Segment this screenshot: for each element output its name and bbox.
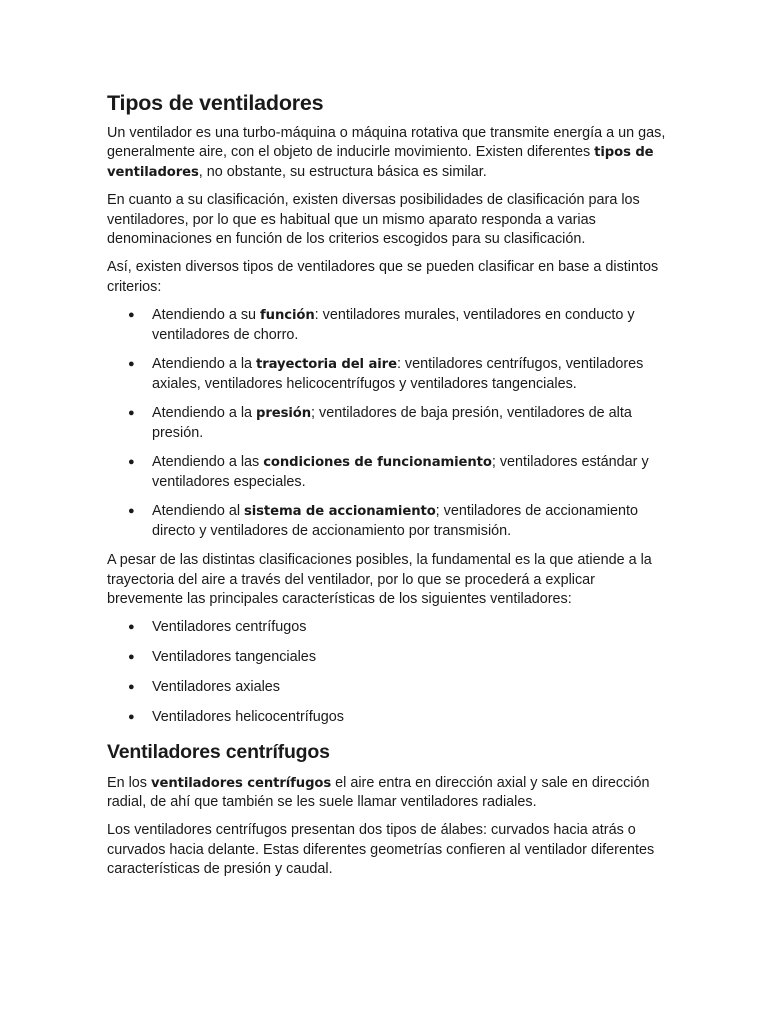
- list-item-bold: función: [260, 308, 315, 324]
- list-item: [128, 618, 668, 637]
- section-heading: Ventiladores centrífugos: [107, 740, 330, 763]
- list-item-text-end: ; ventiladores de accionamiento directo y ventiladores de accionamiento por transmisión.: [152, 503, 639, 539]
- centrifugal-text-end: el aire entra en dirección axial y sale en dirección radial, de ahí que también se les suele llamar ventiladores radiales.: [107, 774, 650, 811]
- centrifugal-paragraph: [107, 774, 668, 813]
- classification-paragraph: En cuanto a su clasificación, existen diversas posibilidades de clasificación para los ventiladores, por lo que es habitual que un mismo aparato responda a varias denominaciones en función de los criterios escogidos para su clasificación.: [107, 192, 640, 248]
- list-item: [128, 708, 668, 727]
- centrifugal-text: En los: [107, 774, 151, 791]
- list-item-text: Ventiladores axiales: [152, 679, 280, 696]
- list-item-text: Atendiendo a la: [152, 356, 257, 373]
- list-item-text-end: ; ventiladores estándar y ventiladores especiales.: [152, 454, 649, 490]
- list-item-text: Ventiladores tangenciales: [152, 649, 317, 666]
- criteria-list: [107, 306, 668, 541]
- fan-types-list: [107, 618, 668, 727]
- list-item: [128, 453, 668, 492]
- bullet-icon: ●: [128, 309, 135, 322]
- list-item-text: Atendiendo al: [152, 503, 245, 520]
- bullet-icon: ●: [128, 358, 135, 371]
- list-item-bold: presión: [256, 406, 312, 422]
- bullet-icon: ●: [128, 456, 135, 469]
- list-item-text: Atendiendo a su: [152, 307, 261, 324]
- bullet-icon: ●: [128, 710, 135, 723]
- list-item-text-end: ; ventiladores de baja presión, ventiladores de alta presión.: [152, 405, 632, 441]
- list-item-bold: condiciones de funcionamiento: [263, 455, 492, 471]
- list-item: [128, 502, 668, 541]
- bullet-icon: ●: [128, 505, 135, 518]
- list-item-text: Ventiladores helicocentrífugos: [152, 708, 344, 725]
- intro-text: Un ventilador es una turbo-máquina o máquina rotativa que transmite energía a un gas, generalmente aire, con el objeto de inducirle movimiento. Existen diferentes: [107, 125, 666, 161]
- bullet-icon: ●: [128, 621, 135, 634]
- list-item-text: Atendiendo a la: [152, 405, 257, 422]
- list-item: [128, 404, 668, 443]
- centrifugal-bold-term: ventiladores centrífugos: [151, 775, 332, 791]
- list-item: [128, 306, 668, 345]
- intro-paragraph: [107, 124, 668, 182]
- intro-text-end: , no obstante, su estructura básica es similar.: [198, 163, 487, 180]
- list-item-text-end: : ventiladores murales, ventiladores en conducto y ventiladores de chorro.: [152, 307, 635, 343]
- list-item-text-end: : ventiladores centrífugos, ventiladores axiales, ventiladores helicocentrífugos y ventiladores tangenciales.: [152, 356, 644, 392]
- list-item: [128, 678, 668, 697]
- fundamental-paragraph: A pesar de las distintas clasificaciones posibles, la fundamental es la que atiende a la trayectoria del aire a través del ventilador, por lo que se procederá a explicar brevemente las principales características de los siguientes ventiladores:: [107, 552, 652, 608]
- bullet-icon: ●: [128, 407, 135, 420]
- list-item-bold: sistema de accionamiento: [244, 504, 436, 520]
- bullet-icon: ●: [128, 651, 135, 664]
- intro-bold-term: tipos de ventiladores: [107, 145, 654, 180]
- list-item-text: Atendiendo a las: [152, 454, 264, 471]
- page-title: Tipos de ventiladores: [107, 91, 324, 115]
- list-item-bold: trayectoria del aire: [256, 357, 397, 373]
- blades-paragraph: Los ventiladores centrífugos presentan dos tipos de álabes: curvados hacia atrás o curvados hacia delante. Estas diferentes geometrías confieren al ventilador diferentes características de presión y caudal.: [107, 822, 655, 878]
- list-item: [128, 355, 668, 394]
- criteria-intro-paragraph: Así, existen diversos tipos de ventiladores que se pueden clasificar en base a distintos criterios:: [107, 259, 659, 295]
- list-item-text: Ventiladores centrífugos: [152, 619, 307, 636]
- bullet-icon: ●: [128, 681, 135, 694]
- list-item: [128, 648, 668, 667]
